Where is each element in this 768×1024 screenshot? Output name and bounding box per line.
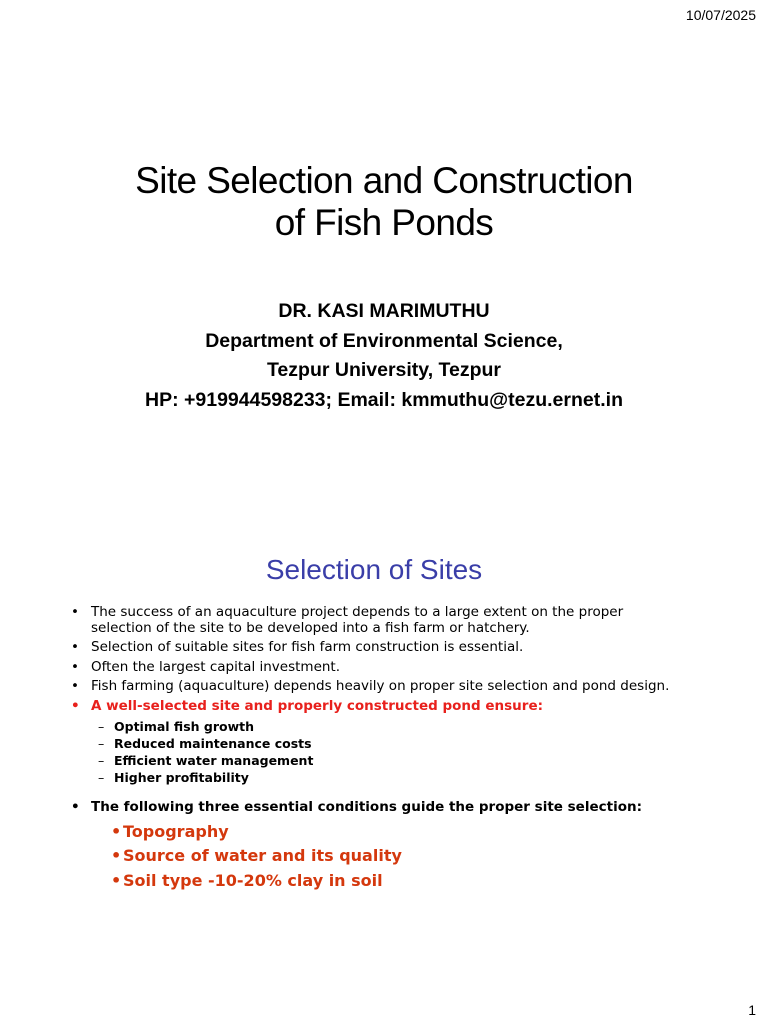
author-name: DR. KASI MARIMUTHU	[278, 300, 490, 322]
sub-item: – Higher profitability	[98, 769, 686, 786]
bullet-item: • Often the largest capital investment.	[76, 660, 686, 676]
title-line-2: of Fish Ponds	[274, 202, 494, 243]
title-line-1: Site Selection and Construction	[135, 160, 633, 201]
slide-title	[0, 160, 768, 244]
sub-item: – Reduced maintenance costs	[98, 735, 686, 752]
content-slide	[0, 512, 768, 1024]
bullet-list	[76, 605, 686, 893]
date-stamp: 10/07/2025	[685, 7, 756, 23]
benefit-sublist	[98, 718, 686, 786]
highlight-bullet: • A well-selected site and properly constructed pond ensure:	[76, 699, 686, 715]
author-department: Department of Environmental Science,	[205, 329, 563, 352]
bullet-item: • Fish farming (aquaculture) depends heavily on proper site selection and pond design.	[76, 679, 686, 695]
page-number: 1	[748, 1002, 756, 1018]
bullet-item: • Selection of suitable sites for fish farm construction is essential.	[76, 640, 686, 656]
author-contact: HP: +919944598233; Email: kmmuthu@tezu.ernet.in	[145, 388, 623, 411]
sub-item: – Efficient water management	[98, 752, 686, 769]
author-university: Tezpur University, Tezpur	[266, 359, 502, 381]
conditions-list	[113, 820, 686, 894]
condition-item: • Soil type -10-20% clay in soil	[113, 869, 686, 894]
sub-item: – Optimal fish growth	[98, 718, 686, 735]
condition-item: • Source of water and its quality	[113, 844, 686, 869]
conditions-intro: • The following three essential conditions guide the proper site selection:	[76, 800, 686, 816]
slide-heading: Selection of Sites	[265, 554, 483, 585]
bullet-item: • The success of an aquaculture project depends to a large extent on the proper selection of the site to be developed into a fish farm or hatchery.	[76, 605, 686, 636]
author-block	[0, 297, 768, 415]
condition-item: • Topography	[113, 820, 686, 845]
